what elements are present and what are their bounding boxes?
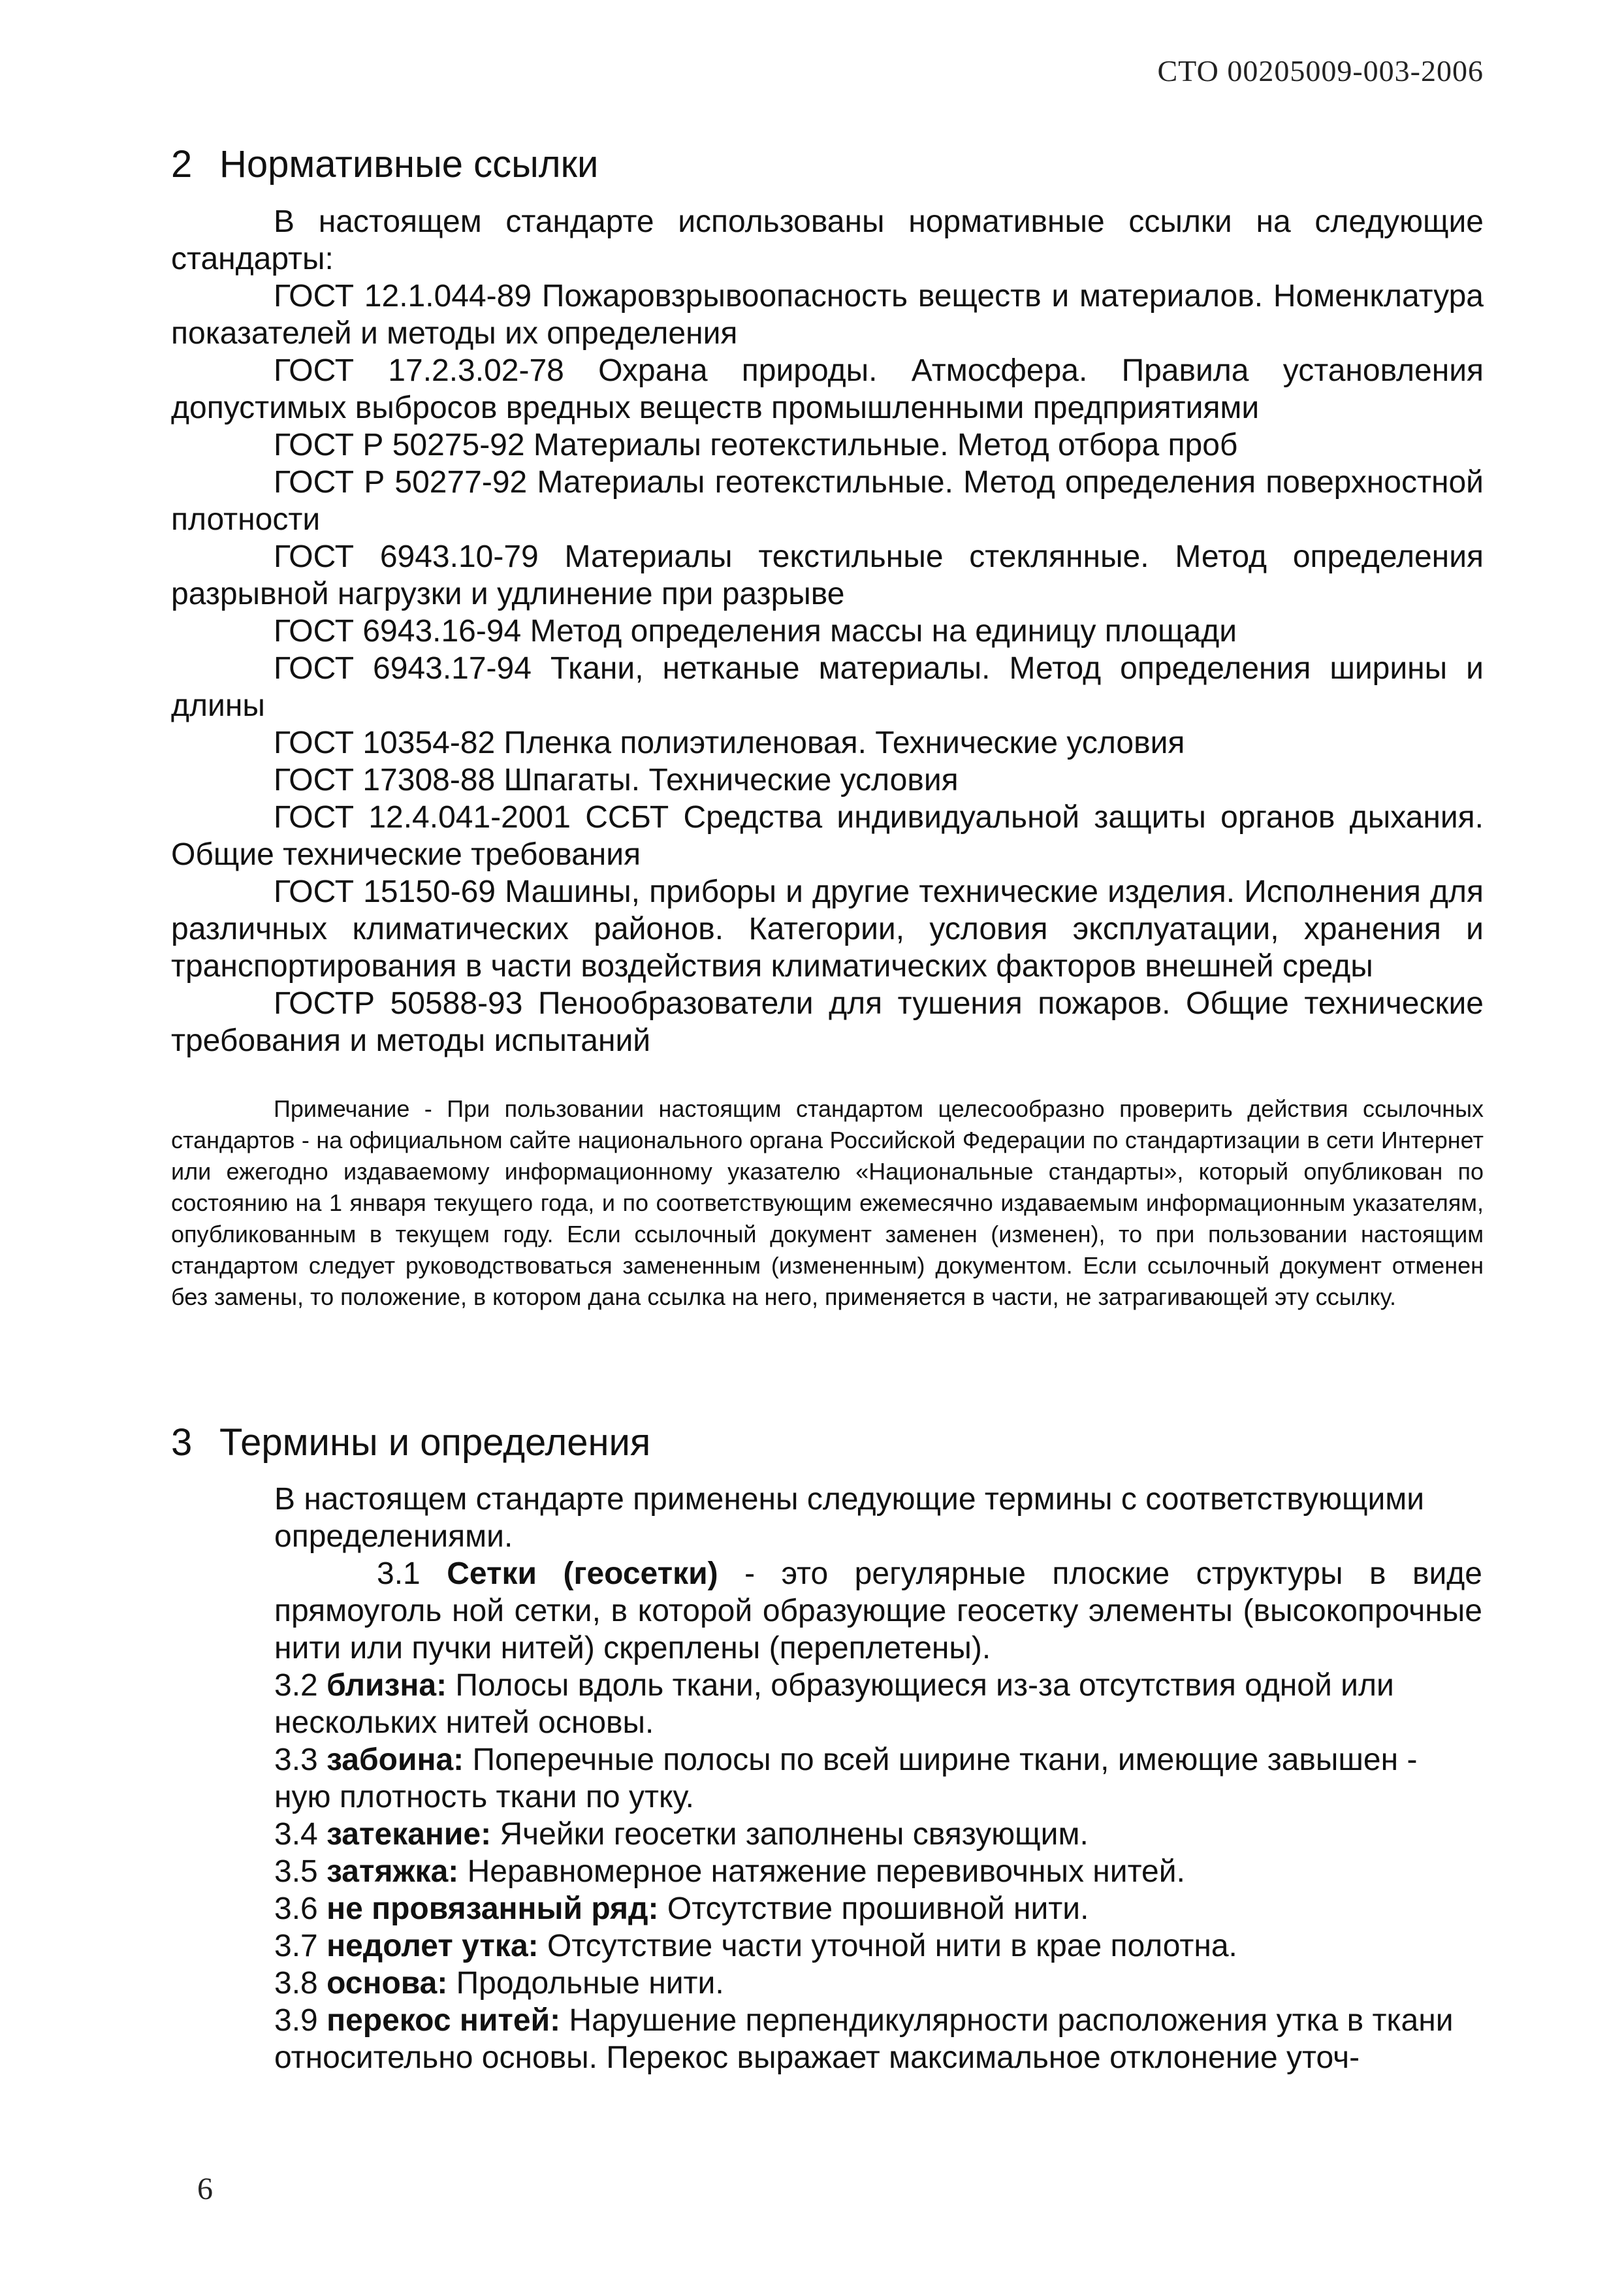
ref-gost-6943-10: ГОСТ 6943.10-79 Материалы текстильные стеклянные. Метод определения разрывной нагрузки и удлинение при разрыве	[171, 539, 1484, 611]
term-definition: Полосы вдоль ткани, образующиеся из-за отсутствия одной или нескольких нитей основы.	[274, 1668, 1394, 1740]
term-3-8	[274, 1965, 1482, 2002]
section-3-body	[274, 1481, 1482, 2076]
term-number: 3.4	[274, 1817, 318, 1852]
term-3-3	[274, 1741, 1482, 1816]
section-2-heading	[171, 142, 598, 186]
term-3-9	[274, 2002, 1482, 2076]
term-name: перекос нитей:	[326, 2003, 561, 2038]
section-3-number: 3	[171, 1421, 193, 1464]
term-name: Сетки (геосетки)	[447, 1556, 718, 1591]
term-definition: Продольные нити.	[447, 1966, 724, 2001]
ref-gost-12-4-041: ГОСТ 12.4.041-2001 ССБТ Средства индивидуальной защиты органов дыхания. Общие технические требования	[171, 800, 1484, 872]
section-3-title: Термины и определения	[219, 1421, 651, 1464]
term-name: близна:	[326, 1668, 447, 1703]
term-number: 3.5	[274, 1854, 318, 1889]
term-3-1	[274, 1555, 1482, 1667]
ref-gost-r-50275: ГОСТ Р 50275-92 Материалы геотекстильные. Метод отбора проб	[274, 428, 1238, 462]
ref-gost-r-50277: ГОСТ Р 50277-92 Материалы геотекстильные. Метод определения поверхностной плотности	[171, 465, 1484, 537]
term-name: не провязанный ряд:	[326, 1891, 659, 1926]
document-code-header: СТО 00205009-003-2006	[1157, 54, 1484, 88]
term-name: основа:	[326, 1966, 448, 2001]
ref-gost-17308: ГОСТ 17308-88 Шпагаты. Технические условия	[274, 763, 959, 797]
term-definition: Ячейки геосетки заполнены связующим.	[491, 1817, 1089, 1852]
section-3-heading	[171, 1421, 650, 1464]
term-number: 3.8	[274, 1966, 318, 2001]
term-definition: Отсутствие прошивной нити.	[658, 1891, 1089, 1926]
term-number: 3.2	[274, 1668, 318, 1703]
term-3-2	[274, 1667, 1482, 1741]
term-name: затяжка:	[326, 1854, 459, 1889]
section-2-intro: В настоящем стандарте использованы нормативные ссылки на следующие стандарты:	[171, 204, 1484, 276]
term-name: недолет утка:	[326, 1929, 539, 1963]
term-definition: Отсутствие части уточной нити в крае полотна.	[538, 1929, 1237, 1963]
page-number: 6	[197, 2172, 213, 2206]
term-3-4	[274, 1816, 1482, 1853]
term-definition: - это регулярные плоские структуры в виде прямоуголь ной сетки, в которой образующие геосетку элементы (высокопрочные нити или пучки нитей) скреплены (переплетены).	[274, 1556, 1482, 1665]
ref-gost-6943-17: ГОСТ 6943.17-94 Ткани, нетканые материалы. Метод определения ширины и длины	[171, 651, 1484, 723]
term-3-7	[274, 1927, 1482, 1965]
term-definition: Поперечные полосы по всей ширине ткани, имеющие завышен - ную плотность ткани по утку.	[274, 1743, 1418, 1814]
ref-gost-6943-16: ГОСТ 6943.16-94 Метод определения массы на единицу площади	[274, 614, 1237, 649]
term-number: 3.1	[377, 1556, 421, 1591]
term-name: забоина:	[326, 1743, 464, 1777]
term-number: 3.3	[274, 1743, 318, 1777]
section-2-body	[171, 203, 1484, 1059]
section-2-title: Нормативные ссылки	[219, 143, 599, 185]
term-3-5	[274, 1853, 1482, 1890]
ref-gost-17-2-3-02: ГОСТ 17.2.3.02-78 Охрана природы. Атмосфера. Правила установления допустимых выбросов вредных веществ промышленными предприятиями	[171, 353, 1484, 425]
section-3-intro: В настоящем стандарте применены следующие термины с соответствующими определениями.	[274, 1482, 1425, 1554]
ref-gost-15150: ГОСТ 15150-69 Машины, приборы и другие технические изделия. Исполнения для различных климатических районов. Категории, условия эксплуатации, хранения и транспортирования в части воздействия климатических факторов внешней среды	[171, 875, 1484, 984]
term-name: затекание:	[326, 1817, 492, 1852]
term-number: 3.9	[274, 2003, 318, 2038]
section-2-note: Примечание - При пользовании настоящим стандартом целесообразно проверить действия ссылочных стандартов - на официальном сайте национального органа Российской Федерации по стандартизации в сети Интернет или ежегодно издаваемому информационному указателю «Национальные стандарты», который опубликован по состоянию на 1 января текущего года, и по соответствующим ежемесячно издаваемым информационным указателям, опубликованным в текущем году. Если ссылочный документ заменен (изменен), то при пользовании настоящим стандартом следует руководствоваться замененным (измененным) документом. Если ссылочный документ отменен без замены, то положение, в котором дана ссылка на него, применяется в части, не затрагивающей эту ссылку.	[171, 1095, 1484, 1310]
term-definition: Неравномерное натяжение перевивочных нитей.	[458, 1854, 1185, 1889]
term-number: 3.7	[274, 1929, 318, 1963]
ref-gost-12-1-044: ГОСТ 12.1.044-89 Пожаровзрывоопасность веществ и материалов. Номенклатура показателей и методы их определения	[171, 279, 1484, 351]
ref-gost-10354: ГОСТ 10354-82 Пленка полиэтиленовая. Технические условия	[274, 726, 1185, 760]
term-3-6	[274, 1890, 1482, 1927]
section-2-number: 2	[171, 143, 193, 185]
term-number: 3.6	[274, 1891, 318, 1926]
ref-gostr-50588: ГОСТР 50588-93 Пенообразователи для тушения пожаров. Общие технические требования и методы испытаний	[171, 986, 1484, 1058]
term-definition: Нарушение перпендикулярности расположения утка в ткани относительно основы. Перекос выражает максимальное отклонение уточ-	[274, 2003, 1454, 2075]
